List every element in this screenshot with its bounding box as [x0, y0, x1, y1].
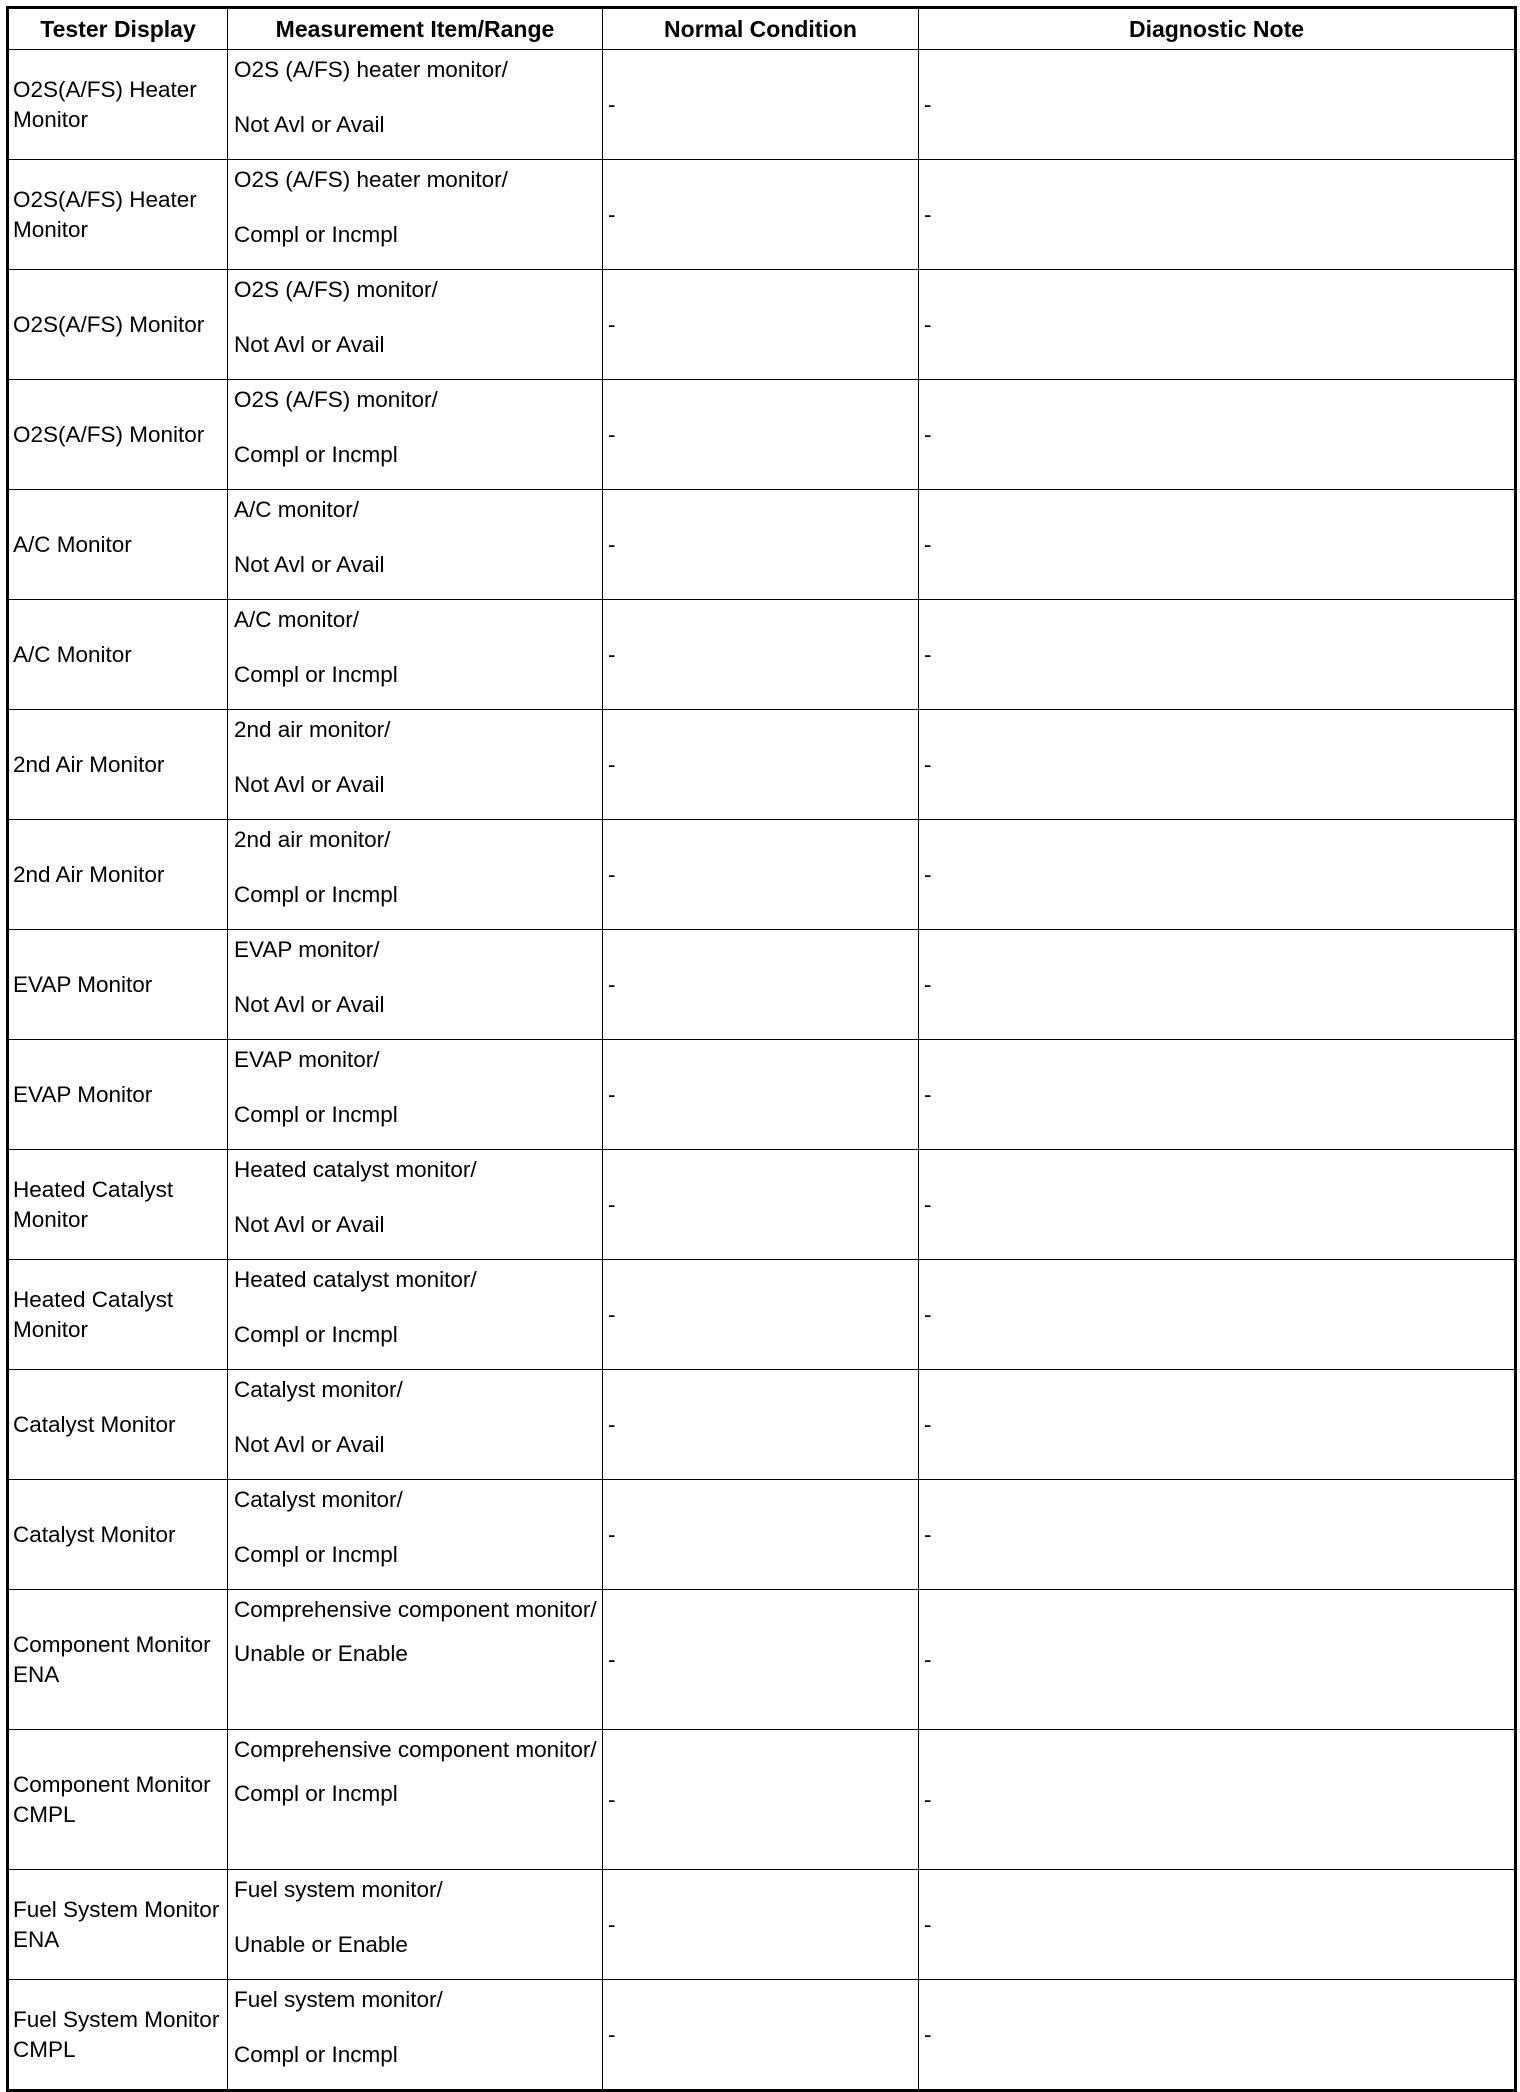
- tester-display-cell: Heated Catalyst Monitor: [8, 1260, 228, 1370]
- header-measurement-item-range: Measurement Item/Range: [228, 8, 603, 50]
- monitor-status-table: [6, 6, 1517, 2092]
- diagnostic-note-cell: -: [919, 600, 1516, 710]
- tester-display-cell: A/C Monitor: [8, 600, 228, 710]
- normal-condition-cell: -: [603, 380, 919, 490]
- diagnostic-note-cell: -: [919, 160, 1516, 270]
- normal-condition-cell: -: [603, 1260, 919, 1370]
- tester-display-cell: O2S(A/FS) Heater Monitor: [8, 50, 228, 160]
- measurement-item: A/C monitor/: [234, 497, 360, 522]
- table-row: [8, 490, 1516, 600]
- table-row: [8, 1590, 1516, 1730]
- normal-condition-cell: -: [603, 1980, 919, 2091]
- measurement-item: Fuel system monitor/: [234, 1877, 443, 1902]
- measurement-cell: [228, 1980, 603, 2091]
- table-row: [8, 1370, 1516, 1480]
- header-normal-condition: Normal Condition: [603, 8, 919, 50]
- diagnostic-note-cell: -: [919, 1730, 1516, 1870]
- normal-condition-cell: -: [603, 1040, 919, 1150]
- table-header: [8, 8, 1516, 50]
- header-diagnostic-note: Diagnostic Note: [919, 8, 1516, 50]
- diagnostic-note-cell: -: [919, 1150, 1516, 1260]
- tester-display-cell: O2S(A/FS) Monitor: [8, 270, 228, 380]
- measurement-item: Comprehensive component monitor/: [234, 1737, 597, 1762]
- measurement-cell: [228, 380, 603, 490]
- tester-display-cell: Fuel System Monitor CMPL: [8, 1980, 228, 2091]
- measurement-range: Compl or Incmpl: [234, 1542, 398, 1567]
- measurement-item: 2nd air monitor/: [234, 827, 391, 852]
- measurement-range: Not Avl or Avail: [234, 992, 385, 1017]
- measurement-item: Heated catalyst monitor/: [234, 1157, 477, 1182]
- table-row: [8, 380, 1516, 490]
- diagnostic-note-cell: -: [919, 1480, 1516, 1590]
- diagnostic-note-cell: -: [919, 1870, 1516, 1980]
- measurement-range: Compl or Incmpl: [234, 2042, 398, 2067]
- measurement-item: Heated catalyst monitor/: [234, 1267, 477, 1292]
- measurement-cell: [228, 710, 603, 820]
- diagnostic-note-cell: -: [919, 270, 1516, 380]
- measurement-range: Not Avl or Avail: [234, 332, 385, 357]
- tester-display-cell: Fuel System Monitor ENA: [8, 1870, 228, 1980]
- tester-display-cell: A/C Monitor: [8, 490, 228, 600]
- table-row: [8, 1260, 1516, 1370]
- tester-display-cell: Component Monitor CMPL: [8, 1730, 228, 1870]
- table-row: [8, 1480, 1516, 1590]
- normal-condition-cell: -: [603, 1590, 919, 1730]
- measurement-range: Not Avl or Avail: [234, 772, 385, 797]
- normal-condition-cell: -: [603, 50, 919, 160]
- measurement-item: EVAP monitor/: [234, 937, 380, 962]
- measurement-item: O2S (A/FS) monitor/: [234, 277, 438, 302]
- measurement-range: Compl or Incmpl: [234, 662, 398, 687]
- tester-display-cell: Heated Catalyst Monitor: [8, 1150, 228, 1260]
- normal-condition-cell: -: [603, 490, 919, 600]
- table-row: [8, 710, 1516, 820]
- measurement-cell: [228, 160, 603, 270]
- tester-display-cell: 2nd Air Monitor: [8, 820, 228, 930]
- table-row: [8, 600, 1516, 710]
- measurement-range: Unable or Enable: [234, 1932, 408, 1957]
- table-row: [8, 270, 1516, 380]
- normal-condition-cell: -: [603, 1870, 919, 1980]
- measurement-cell: [228, 930, 603, 1040]
- table-row: [8, 1730, 1516, 1870]
- measurement-cell: [228, 490, 603, 600]
- tester-display-cell: Catalyst Monitor: [8, 1370, 228, 1480]
- diagnostic-note-cell: -: [919, 490, 1516, 600]
- measurement-cell: [228, 1730, 603, 1870]
- measurement-item: Fuel system monitor/: [234, 1987, 443, 2012]
- tester-display-cell: O2S(A/FS) Monitor: [8, 380, 228, 490]
- normal-condition-cell: -: [603, 1480, 919, 1590]
- table-row: [8, 930, 1516, 1040]
- normal-condition-cell: -: [603, 600, 919, 710]
- measurement-range: Not Avl or Avail: [234, 1432, 385, 1457]
- measurement-cell: [228, 1370, 603, 1480]
- measurement-cell: [228, 600, 603, 710]
- tester-display-cell: 2nd Air Monitor: [8, 710, 228, 820]
- normal-condition-cell: -: [603, 160, 919, 270]
- measurement-range: Compl or Incmpl: [234, 222, 398, 247]
- table-row: [8, 1040, 1516, 1150]
- document-page: [6, 6, 1517, 2092]
- measurement-cell: [228, 1260, 603, 1370]
- header-tester-display: Tester Display: [8, 8, 228, 50]
- measurement-item: O2S (A/FS) monitor/: [234, 387, 438, 412]
- tester-display-cell: EVAP Monitor: [8, 930, 228, 1040]
- measurement-range: Compl or Incmpl: [234, 1102, 398, 1127]
- measurement-item: EVAP monitor/: [234, 1047, 380, 1072]
- measurement-cell: [228, 1040, 603, 1150]
- measurement-cell: [228, 50, 603, 160]
- diagnostic-note-cell: -: [919, 1370, 1516, 1480]
- normal-condition-cell: -: [603, 930, 919, 1040]
- diagnostic-note-cell: -: [919, 1260, 1516, 1370]
- diagnostic-note-cell: -: [919, 820, 1516, 930]
- diagnostic-note-cell: -: [919, 710, 1516, 820]
- measurement-cell: [228, 270, 603, 380]
- normal-condition-cell: -: [603, 270, 919, 380]
- measurement-item: O2S (A/FS) heater monitor/: [234, 57, 508, 82]
- measurement-range: Not Avl or Avail: [234, 1212, 385, 1237]
- measurement-cell: [228, 1150, 603, 1260]
- table-row: [8, 1980, 1516, 2091]
- measurement-item: 2nd air monitor/: [234, 717, 391, 742]
- normal-condition-cell: -: [603, 1730, 919, 1870]
- measurement-range: Compl or Incmpl: [234, 1781, 398, 1806]
- diagnostic-note-cell: -: [919, 380, 1516, 490]
- measurement-item: Catalyst monitor/: [234, 1487, 403, 1512]
- normal-condition-cell: -: [603, 1150, 919, 1260]
- measurement-cell: [228, 820, 603, 930]
- tester-display-cell: EVAP Monitor: [8, 1040, 228, 1150]
- table-row: [8, 160, 1516, 270]
- table-row: [8, 820, 1516, 930]
- diagnostic-note-cell: -: [919, 930, 1516, 1040]
- measurement-item: A/C monitor/: [234, 607, 360, 632]
- diagnostic-note-cell: -: [919, 1590, 1516, 1730]
- measurement-cell: [228, 1870, 603, 1980]
- measurement-range: Compl or Incmpl: [234, 882, 398, 907]
- measurement-range: Compl or Incmpl: [234, 442, 398, 467]
- diagnostic-note-cell: -: [919, 50, 1516, 160]
- measurement-range: Unable or Enable: [234, 1641, 408, 1666]
- table-row: [8, 1150, 1516, 1260]
- table-row: [8, 1870, 1516, 1980]
- diagnostic-note-cell: -: [919, 1980, 1516, 2091]
- measurement-range: Not Avl or Avail: [234, 552, 385, 577]
- normal-condition-cell: -: [603, 710, 919, 820]
- normal-condition-cell: -: [603, 820, 919, 930]
- tester-display-cell: O2S(A/FS) Heater Monitor: [8, 160, 228, 270]
- header-row: [8, 8, 1516, 50]
- measurement-item: Catalyst monitor/: [234, 1377, 403, 1402]
- table-body: [8, 50, 1516, 2091]
- measurement-range: Not Avl or Avail: [234, 112, 385, 137]
- measurement-cell: [228, 1480, 603, 1590]
- tester-display-cell: Component Monitor ENA: [8, 1590, 228, 1730]
- measurement-range: Compl or Incmpl: [234, 1322, 398, 1347]
- measurement-item: Comprehensive component monitor/: [234, 1597, 597, 1622]
- normal-condition-cell: -: [603, 1370, 919, 1480]
- measurement-cell: [228, 1590, 603, 1730]
- table-row: [8, 50, 1516, 160]
- diagnostic-note-cell: -: [919, 1040, 1516, 1150]
- measurement-item: O2S (A/FS) heater monitor/: [234, 167, 508, 192]
- tester-display-cell: Catalyst Monitor: [8, 1480, 228, 1590]
